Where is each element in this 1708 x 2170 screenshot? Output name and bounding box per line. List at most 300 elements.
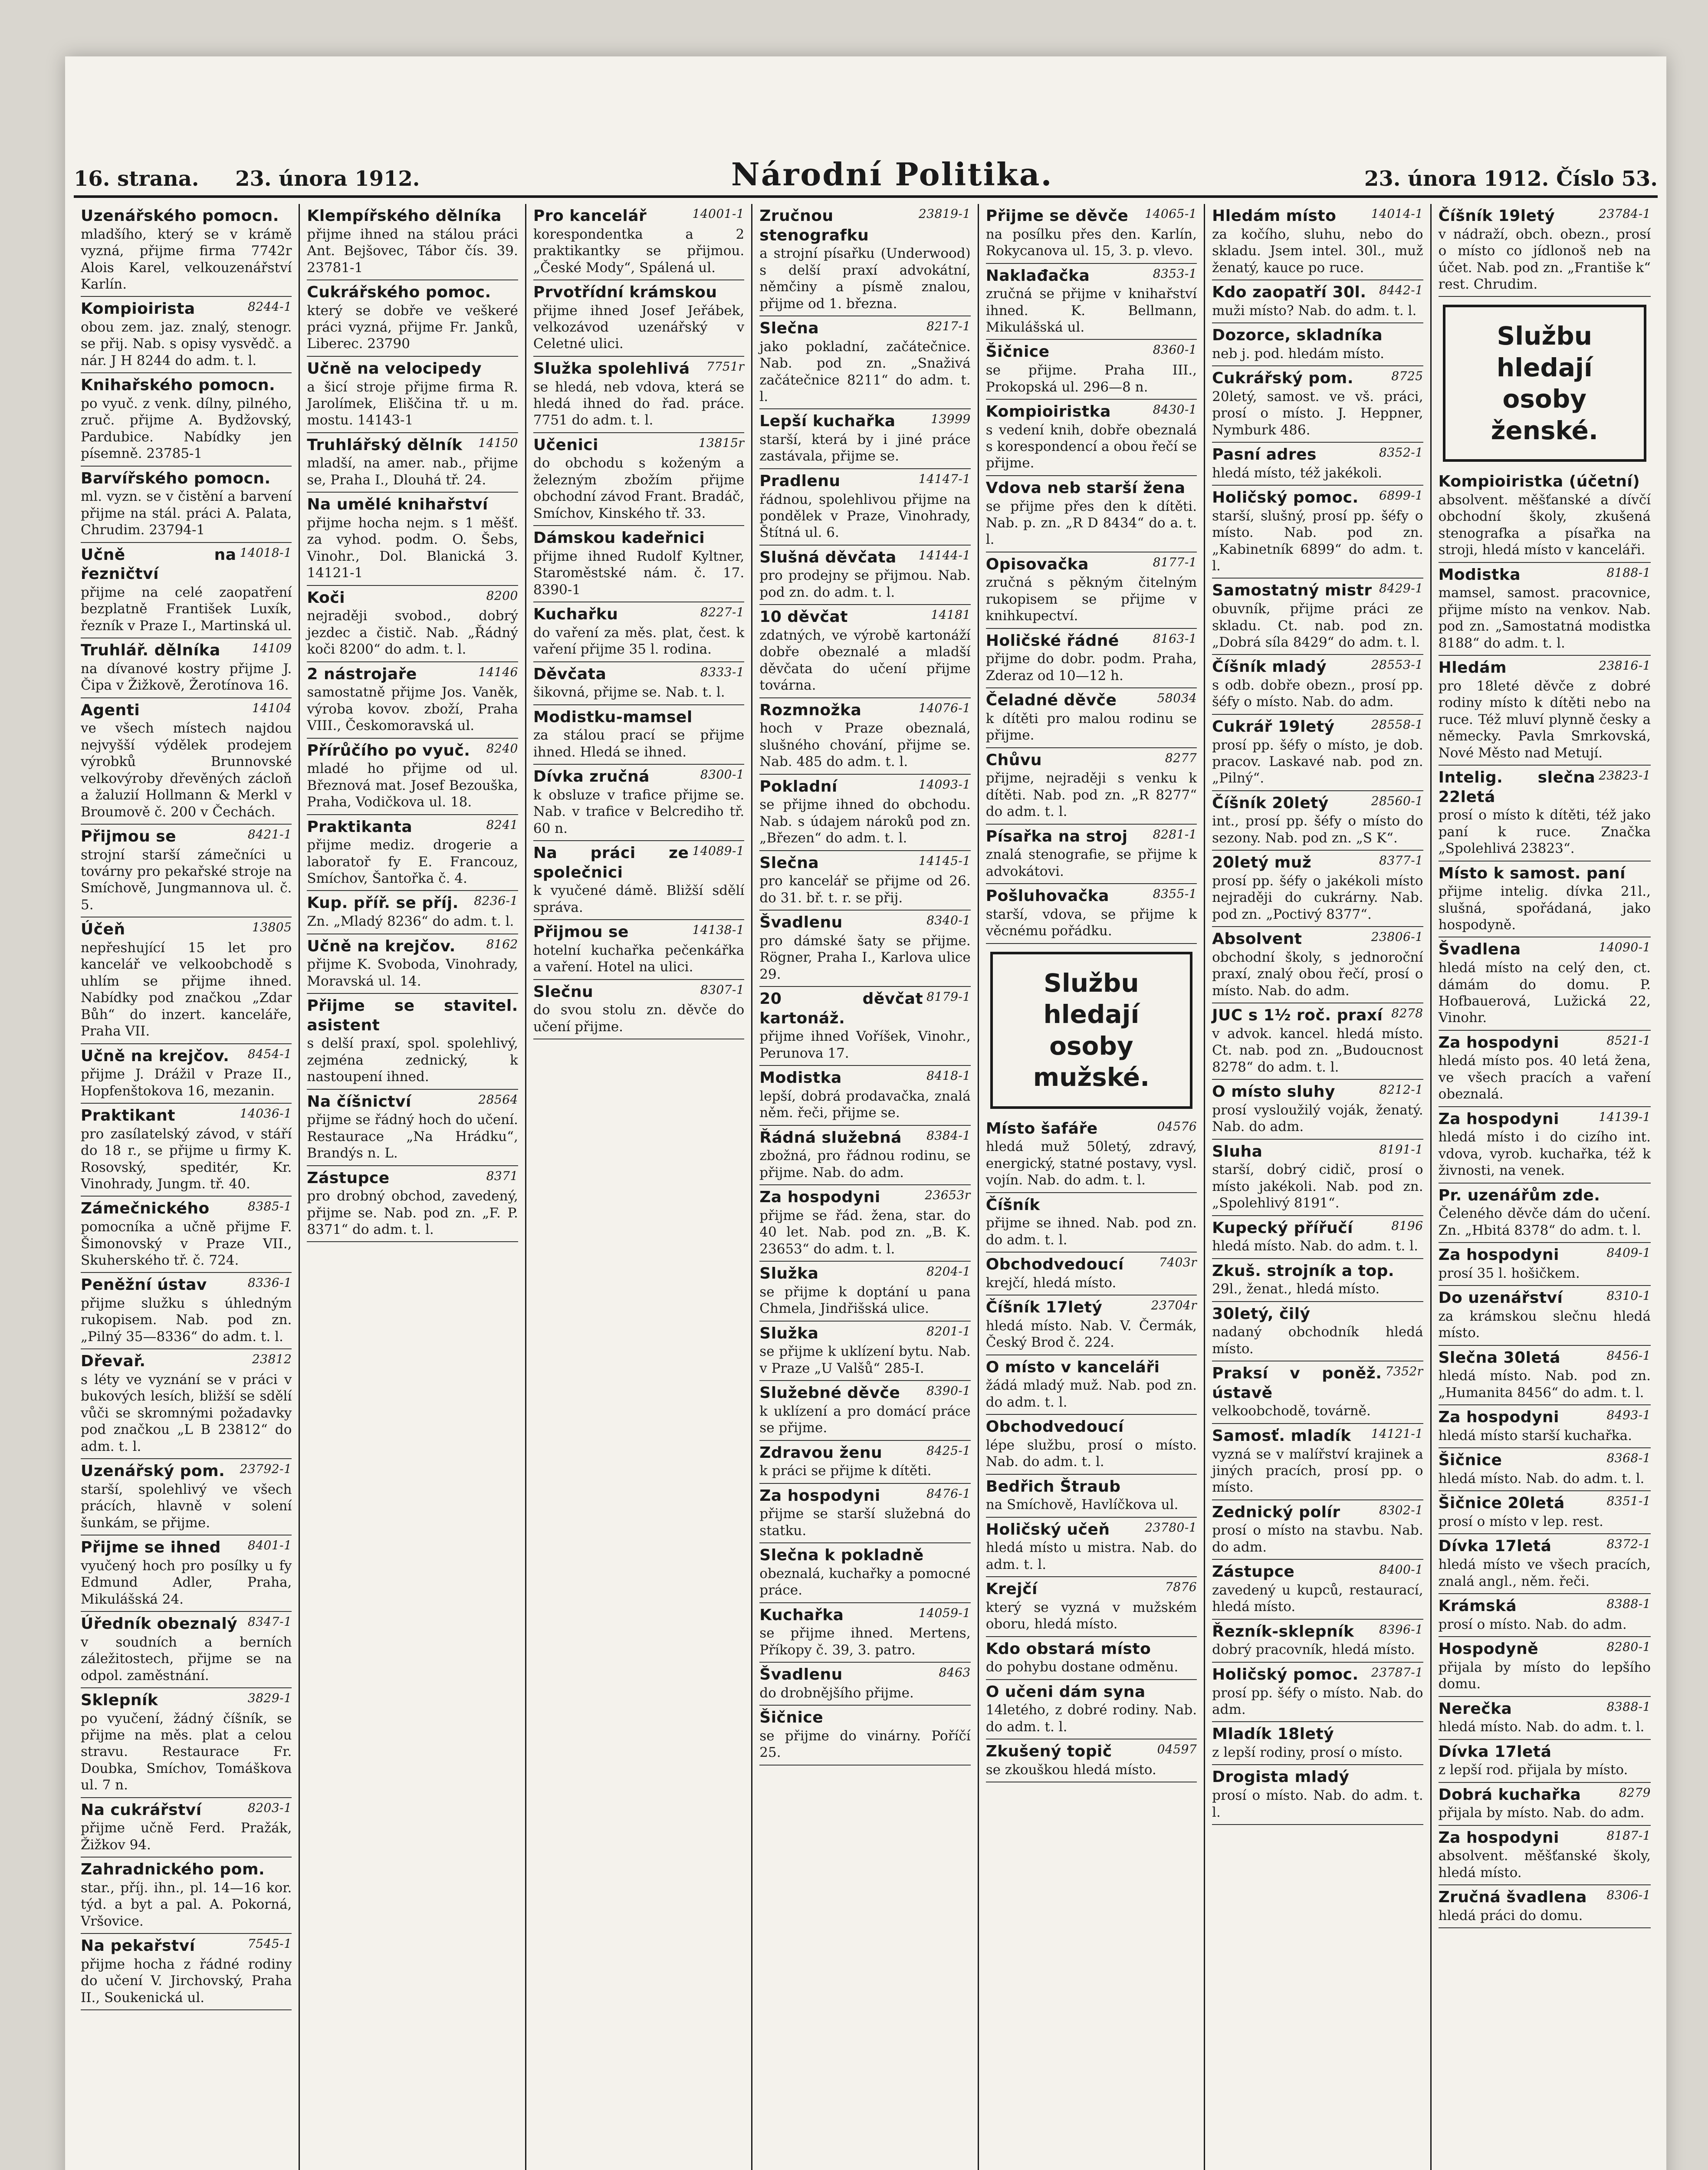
ad-reference-code: 8310-1 [1606, 1289, 1651, 1303]
ad-headline-text: Učně na krejčov. [307, 937, 456, 955]
classified-ad [81, 1535, 292, 1612]
classified-ad [1212, 579, 1423, 655]
ad-body: zručná se přijme v knihařství ihned. K. Bellmann, Mikulášská ul. [985, 286, 1197, 335]
ad-headline [307, 741, 518, 761]
ad-body: k dítěti pro malou rodinu se přijme. [985, 710, 1197, 743]
ad-headline [1212, 1665, 1423, 1685]
ad-body: který se vyzná v mužském oboru, hledá místo. [985, 1599, 1197, 1632]
ad-reference-code: 8390-1 [926, 1384, 971, 1398]
ad-reference-code: 8300-1 [700, 767, 745, 782]
ad-headline-text: Slečnu [533, 983, 594, 1001]
ad-headline [1439, 1348, 1651, 1368]
ad-headline-text: 20 děvčat kartonáž. [759, 990, 923, 1027]
ad-reference-code: 8377-1 [1379, 853, 1423, 868]
ad-reference-code: 7352r [1385, 1364, 1423, 1379]
ad-headline [759, 207, 970, 245]
ad-body: prosí o místo. Nab. do adm. t. l. [1212, 1788, 1423, 1820]
ad-headline [759, 1486, 970, 1506]
ad-reference-code: 8418-1 [926, 1069, 971, 1083]
ad-reference-code: 8372-1 [1606, 1537, 1651, 1552]
ad-body: hoch v Praze obeznalá, slušného chování, přijme se. Nab. 485 do adm. t. l. [759, 720, 971, 770]
ad-headline-text: Klempířského dělníka [307, 207, 502, 225]
ad-body: s delší praxí, spol. spolehlivý, zejména zednický, k nastoupení ihned. [307, 1036, 518, 1085]
ad-reference-code: 8493-1 [1606, 1408, 1651, 1423]
ad-body: po vyuč. z venk. dílny, pilného, zruč. přijme A. Bydžovský, Pardubice. Nabídky jen písemně. 23785-1 [81, 395, 292, 462]
ad-headline [986, 1298, 1197, 1318]
ad-reference-code: 8302-1 [1379, 1503, 1423, 1517]
classified-ad [1439, 563, 1651, 656]
ad-body: přijme hocha z řádné rodiny do učení V. Jirchovský, Praha II., Soukenická ul. [81, 1956, 292, 2006]
ad-headline-text: Za hospodyni [759, 1188, 880, 1207]
ad-headline-text: Slečna 30letá [1438, 1348, 1560, 1367]
ad-headline [986, 1580, 1197, 1599]
ad-headline [759, 1384, 970, 1403]
ad-headline-text: Za hospodyni [1438, 1110, 1559, 1128]
ad-headline-text: Místo k samost. paní [1438, 864, 1626, 882]
classified-ad [81, 917, 292, 1044]
ad-headline [1439, 768, 1651, 807]
ad-headline [81, 1801, 292, 1820]
ad-body: neb j. pod. hledám místo. [1212, 345, 1384, 362]
section-heading: Službu hledají osoby mužské. [990, 952, 1192, 1109]
ad-body: na posílku přes den. Karlín, Rokycanova ul. 15, 3. p. vlevo. [985, 226, 1197, 259]
classified-ad [1439, 937, 1651, 1030]
ad-headline [1439, 1246, 1651, 1265]
ad-headline [986, 342, 1197, 362]
ad-reference-code: 8430-1 [1153, 402, 1197, 417]
ad-body: korespondentka a 2 praktikantky se přijmou. „České Mody“, Spálená ul. [533, 226, 745, 276]
ad-headline [81, 701, 292, 720]
classified-ad [81, 698, 292, 825]
ad-body: přijme na celé zaopatření bezplatně František Luxík, řezník v Praze I., Martinská ul. [81, 584, 292, 634]
ad-headline-text: Na umělé knihařství [307, 496, 488, 514]
ad-headline-text: 30letý, čilý [1212, 1305, 1311, 1323]
ad-headline-text: Přijmou se [533, 923, 629, 941]
ad-reference-code: 8306-1 [1606, 1888, 1651, 1903]
ad-body: nadaný obchodník hledá místo. [1212, 1324, 1423, 1357]
ad-headline-text: Za hospodyni [1438, 1033, 1559, 1052]
ad-headline-text: Slečna k pokladně [759, 1546, 924, 1565]
ad-body: absolvent. měšťanské školy, hledá místo. [1438, 1848, 1651, 1881]
classified-ad [986, 884, 1197, 944]
ad-headline [986, 1196, 1197, 1215]
ad-headline-text: Hledám [1438, 659, 1507, 677]
ad-headline [1439, 1408, 1651, 1427]
ad-headline-text: Holičské řádné [985, 631, 1119, 650]
classified-ad [81, 1688, 292, 1798]
ad-headline [1439, 1828, 1651, 1848]
ad-reference-code: 6899-1 [1379, 488, 1423, 503]
ad-headline [759, 412, 970, 431]
ad-headline [1212, 1219, 1423, 1238]
classified-ad [1212, 655, 1423, 715]
ad-headline [1212, 1142, 1423, 1162]
ad-reference-code: 8409-1 [1606, 1246, 1651, 1260]
ad-reference-code: 23792-1 [240, 1462, 292, 1476]
ad-reference-code: 8396-1 [1379, 1622, 1423, 1637]
ad-headline [81, 641, 292, 661]
ad-body: hledá místo ve všech pracích, znalá angl., něm. řeči. [1438, 1557, 1651, 1589]
classified-ad [1439, 1184, 1651, 1243]
ad-body: pro 18leté děvče z dobré rodiny místo k dítěti nebo na ruce. Též mluví plynně česky a německy. Pavla Smrkovská, Nové Město nad Metují. [1438, 678, 1651, 761]
classified-ad [1212, 1216, 1423, 1259]
classified-ad [759, 1663, 970, 1706]
ad-headline-text: Slečna [759, 854, 819, 872]
ad-headline-text: Holičský pomoc. [1212, 1665, 1359, 1683]
classified-ad [307, 934, 518, 994]
ad-reference-code: 8191-1 [1379, 1142, 1423, 1157]
ad-headline-text: Naklađačka [985, 266, 1090, 285]
ad-headline-text: Dozorce, skladníka [1212, 326, 1383, 344]
classified-ad [1212, 486, 1423, 579]
ad-headline [986, 207, 1197, 226]
ad-reference-code: 8454-1 [247, 1046, 292, 1061]
ad-body: do vaření za měs. plat, čest. k vaření přijme 35 l. rodina. [533, 625, 745, 658]
ad-headline-text: Zástupce [1212, 1563, 1295, 1581]
ad-reference-code: 8401-1 [247, 1538, 292, 1553]
ad-body: prosí o místo v lep. rest. [1438, 1514, 1603, 1529]
ad-headline [759, 1069, 970, 1088]
classified-ad [1212, 1500, 1423, 1560]
ad-headline-text: Praktikant [81, 1107, 175, 1125]
ad-reference-code: 8227-1 [700, 605, 745, 620]
ad-headline [307, 436, 518, 455]
ad-headline [986, 1417, 1197, 1437]
ad-headline-text: Cukrář 19letý [1212, 717, 1335, 736]
ad-headline-text: Opisovačka [985, 555, 1089, 573]
ad-headline [1212, 1768, 1423, 1787]
ad-reference-code: 23787-1 [1371, 1665, 1423, 1680]
ad-body: přijala by místo. Nab. do adm. [1438, 1805, 1645, 1821]
ad-body: k uklízení a pro domácí práce se přijme. [759, 1403, 971, 1436]
classified-ad [1439, 1783, 1651, 1826]
ad-body: hledá místo. Nab. do adm. t. l. [1212, 1238, 1418, 1254]
classified-ad [759, 775, 970, 851]
ad-headline [533, 436, 744, 455]
ad-reference-code: 23819-1 [918, 207, 971, 221]
ad-body: hledá místo, též jakékoli. [1212, 465, 1382, 481]
ad-headline [1212, 1364, 1423, 1403]
ad-headline-text: Kdo zaopatří 30l. [1212, 283, 1366, 301]
ad-headline-text: Služebné děvče [759, 1384, 900, 1402]
ad-body: prosí o místo. Nab. do adm. [1438, 1616, 1627, 1632]
ad-headline-text: Bedřich Štraub [985, 1477, 1121, 1496]
ad-headline [81, 1614, 292, 1634]
ad-headline [81, 546, 292, 584]
ad-headline [1212, 1562, 1423, 1582]
ad-reference-code: 23653r [925, 1188, 971, 1203]
classified-ad [81, 1197, 292, 1273]
ad-reference-code: 8217-1 [926, 319, 971, 333]
classified-ad [307, 891, 518, 934]
ad-headline [759, 701, 970, 720]
ad-headline-text: Za hospodyni [1438, 1246, 1559, 1264]
ad-headline [1212, 930, 1423, 949]
ad-headline [759, 1708, 970, 1728]
ad-body: nepřeshující 15 let pro kancelář ve velkoobchodě s uhlím se přijme ihned. Nabídky pod značkou „Zdar Bůh“ do inzert. kanceláře, Praha VII. [81, 940, 292, 1039]
ad-headline [759, 319, 970, 339]
ad-body: zručná s pěkným čitelným rukopisem se přijme v knihkupectví. [985, 575, 1197, 624]
classified-ad [1439, 1405, 1651, 1448]
ad-headline [81, 376, 292, 395]
classified-ad [81, 1612, 292, 1688]
ad-body: obeznalá, kuchařky a pomocné práce. [759, 1565, 971, 1598]
ad-body: se přijme k uklízení bytu. Nab. v Praze „U Valšů“ 285-I. [759, 1344, 971, 1376]
classified-ad [986, 1637, 1197, 1680]
ad-headline [1439, 1033, 1651, 1053]
ad-body: a strojní písařku (Underwood) s delší praxí advokátní, němčiny a písmě znalou, přijme od 1. března. [759, 246, 971, 312]
ad-body: hledá místo pos. 40 letá žena, ve všech pracích a vaření obeznalá. [1438, 1053, 1651, 1102]
classified-ad [307, 586, 518, 662]
ad-headline [1439, 1186, 1651, 1206]
ad-body: hledá muž 50letý, zdravý, energický, statné postavy, vysl. vojín. Nab. do adm. t. l. [985, 1139, 1197, 1188]
ad-headline [307, 495, 518, 515]
classified-ad [533, 662, 744, 705]
ad-body: se přijme k doptání u pana Chmela, Jindřišská ulice. [759, 1284, 971, 1317]
ad-headline-text: O učeni dám syna [985, 1683, 1146, 1701]
classified-ad [307, 493, 518, 585]
classified-ad [1212, 1361, 1423, 1424]
classified-ad [986, 400, 1197, 476]
ad-headline-text: Čeladné děvče [985, 691, 1117, 710]
ad-headline-text: Samosť. mladík [1212, 1427, 1351, 1445]
ad-headline-text: Dívka 17letá [1438, 1743, 1552, 1761]
ad-reference-code: 8355-1 [1153, 887, 1197, 901]
ad-body: obou zem. jaz. znalý, stenogr. se přij. Nab. s opisy vysvědč. a nár. J H 8244 do adm. t. l. [81, 319, 292, 368]
ad-reference-code: 13815r [698, 435, 745, 450]
classified-ad [307, 739, 518, 815]
ad-body: prosí o místo k dítěti, též jako paní k ruce. Značka „Spolehlivá 23823“. [1438, 807, 1651, 857]
ad-reference-code: 14150 [478, 435, 518, 450]
ad-body: k práci se přijme k dítěti. [759, 1463, 932, 1479]
classified-ad [533, 980, 744, 1040]
ad-body: prosí pp. šéfy o místo. Nab. do adm. [1212, 1685, 1423, 1717]
classified-ad [307, 1090, 518, 1166]
classified-ad [307, 433, 518, 493]
ad-headline [307, 283, 518, 302]
ad-body: pro dámské šaty se přijme. Rögner, Praha I., Karlova ulice 29. [759, 933, 971, 982]
ad-headline [759, 548, 970, 568]
classified-ad [1212, 1080, 1423, 1140]
ad-body: do pohybu dostane odměnu. [985, 1659, 1179, 1675]
ad-headline [986, 402, 1197, 422]
ad-body: starší, dobrý cidič, prosí o místo jakékoli. Nab. pod zn. „Spolehlivý 8191“. [1212, 1162, 1423, 1211]
ad-headline-text: Pasní adres [1212, 446, 1317, 464]
ad-reference-code: 8429-1 [1379, 581, 1423, 596]
ad-body: přijme ihned Rudolf Kyltner, Staroměstské nám. č. 17. 8390-1 [533, 548, 745, 598]
ad-headline-text: Švadlenu [759, 914, 843, 932]
ad-headline-text: Obchodvedoucí [985, 1418, 1124, 1436]
ad-body: po vyučení, žádný číšník, se přijme na měs. plat a celou stravu. Restaurace Fr. Doubka, Smíchov, Tomáškova ul. 7 n. [81, 1710, 292, 1793]
classified-ad [1212, 851, 1423, 927]
ad-headline [307, 589, 518, 608]
ad-body: do drobnějšího přijme. [759, 1685, 914, 1701]
ad-headline [533, 708, 744, 727]
ad-reference-code: 23816-1 [1599, 658, 1651, 673]
ad-headline-text: Číšník mladý [1212, 658, 1327, 676]
ad-body: vyučený hoch pro posílky u fy Edmund Adler, Praha, Mikulášská 24. [81, 1558, 292, 1607]
ad-reference-code: 8241 [486, 817, 518, 832]
ad-reference-code: 58034 [1157, 691, 1197, 706]
ad-body: starší, slušný, prosí pp. šéfy o místo. Nab. pod zn. „Kabinetník 6899“ do adm. t. l. [1212, 508, 1423, 574]
ad-body: se přijme ihned. Mertens, Příkopy č. 39, 3. patro. [759, 1625, 971, 1658]
ad-reference-code: 14018-1 [240, 545, 292, 560]
classified-ad [533, 433, 744, 526]
ad-body: který se dobře ve veškeré práci vyzná, přijme Fr. Janků, Liberec. 23790 [307, 302, 518, 352]
ad-headline-text: Přijmou se [81, 827, 177, 845]
ad-body: se přijme přes den k dítěti. Nab. p. zn. „R D 8434“ do a. t. l. [985, 498, 1197, 548]
ad-reference-code: 8333-1 [700, 664, 745, 679]
ad-body: mladšího, který se v krámě vyzná, přijme firma 7742r Alois Karel, velkouzenářství Karlín. [81, 226, 292, 292]
ad-headline-text: Pr. uzenářům zde. [1438, 1186, 1600, 1204]
ad-reference-code: 8278 [1391, 1006, 1423, 1021]
ad-headline-text: Zednický polír [1212, 1503, 1340, 1521]
classified-ad [1212, 791, 1423, 851]
ad-headline-text: Modistku-mamsel [533, 708, 693, 726]
ad-body: šikovná, přijme se. Nab. t. l. [533, 684, 725, 700]
ad-headline-text: Kdo obstará místo [985, 1640, 1151, 1658]
ad-headline-text: Lepší kuchařka [759, 412, 896, 431]
classified-ad [1212, 715, 1423, 791]
ad-headline-text: Obchodvedoucí [985, 1256, 1124, 1274]
ad-headline [1439, 566, 1651, 585]
classified-ad [533, 602, 744, 662]
ad-headline [533, 207, 744, 226]
ad-headline-text: Dobrá kuchařka [1438, 1785, 1581, 1804]
ad-headline [81, 1276, 292, 1295]
ad-reference-code: 23823-1 [1599, 768, 1651, 783]
ad-body: obchodní školy, s jednoroční praxí, znalý obou řečí, prosí o místo. Nab. do adm. [1212, 949, 1423, 999]
ad-headline [986, 1640, 1197, 1659]
classified-ad [759, 316, 970, 409]
ad-reference-code: 04597 [1157, 1742, 1197, 1757]
ad-reference-code: 14036-1 [240, 1106, 292, 1121]
classified-ad [1439, 1594, 1651, 1637]
ad-headline-text: Pošluhovačka [985, 887, 1109, 905]
ad-headline-text: Prvotřídní krámskou [533, 283, 717, 301]
ad-reference-code: 13999 [931, 412, 971, 427]
classified-ad [307, 815, 518, 891]
ad-body: se zkouškou hledá místo. [985, 1762, 1156, 1778]
classified-ad [759, 409, 970, 469]
ad-body: přijme služku s úhledným rukopisem. Nab. pod zn. „Pilný 35—8336“ do adm. t. l. [81, 1295, 292, 1345]
ad-headline [759, 472, 970, 491]
classified-ad [1439, 1243, 1651, 1286]
ad-headline-text: Děvčata [533, 665, 607, 683]
ad-body: v soudních a berních záležitostech, přijme se na odpol. zaměstnání. [81, 1634, 292, 1683]
ad-headline-text: Účeň [81, 921, 125, 939]
ad-headline-text: Krámská [1438, 1597, 1517, 1615]
ad-headline-text: Na pekařství [81, 1937, 195, 1955]
ad-body: hotelní kuchařka pečenkářka a vaření. Hotel na ulici. [533, 942, 745, 975]
ad-reference-code: 04576 [1157, 1119, 1197, 1134]
ad-reference-code: 7876 [1165, 1580, 1197, 1595]
ad-headline-text: Přijme se ihned [81, 1539, 221, 1557]
masthead [74, 156, 1658, 198]
ad-headline-text: Pokladní [759, 777, 838, 796]
ad-headline-text: Kuchařku [533, 605, 618, 624]
ad-body: hledá místo i do cizího int. vdova, vyrob. kuchařka, též k živnosti, na venek. [1438, 1129, 1651, 1179]
classified-ad [81, 373, 292, 466]
ad-body: s odb. dobře obezn., prosí pp. šéfy o místo. Nab. do adm. [1212, 677, 1423, 710]
ad-headline [81, 469, 292, 489]
ad-reference-code: 8162 [486, 937, 518, 951]
classified-ad [986, 1193, 1197, 1253]
ad-body: do svou stolu zn. děvče do učení přijme. [533, 1002, 745, 1035]
ad-headline [1212, 1622, 1423, 1642]
ad-headline-text: Šičnice [1438, 1451, 1502, 1470]
classified-ad [533, 765, 744, 841]
classified-ad [1439, 1637, 1651, 1697]
ad-headline-text: Přijme se děvče [985, 207, 1129, 225]
section-heading: Službu hledají osoby ženské. [1443, 305, 1646, 462]
ad-reference-code: 14076-1 [918, 700, 971, 715]
ad-headline [986, 887, 1197, 906]
ad-reference-code: 8340-1 [926, 913, 971, 928]
ad-headline [81, 1538, 292, 1558]
ad-body: s vedení knih, dobře obeznalá s korespondencí a obou řečí se přijme. [985, 422, 1197, 471]
ad-headline [307, 1092, 518, 1112]
ad-reference-code: 14090-1 [1599, 940, 1651, 955]
classified-ad [759, 1706, 970, 1766]
ad-body: pro kancelář se přijme od 26. do 31. bř. t. r. se přij. [759, 873, 971, 906]
ad-reference-code: 13805 [252, 920, 292, 935]
classified-ad [81, 1798, 292, 1858]
ad-headline [81, 1937, 292, 1956]
classified-ad [307, 994, 518, 1090]
ad-body: starší, spolehlivý ve všech prácích, hlavně v solení šunkám, se přijme. [81, 1481, 292, 1531]
ad-reference-code: 8179-1 [926, 990, 971, 1004]
ad-reference-code: 14139-1 [1599, 1109, 1651, 1124]
ad-headline-text: O místo v kanceláři [985, 1358, 1160, 1376]
ad-headline [307, 818, 518, 837]
ad-headline [1439, 1289, 1651, 1308]
ad-headline [1212, 1427, 1423, 1446]
ad-body: znalá stenografie, se přijme k advokátovi. [985, 847, 1197, 879]
ad-headline [1212, 853, 1423, 873]
ad-reference-code: 8240 [486, 741, 518, 756]
ad-headline [759, 854, 970, 873]
ad-headline-text: Zkušený topič [985, 1743, 1112, 1761]
ad-body: hledá místo. Nab. V. Čermák, Český Brod č. 224. [985, 1318, 1197, 1351]
ad-headline [307, 207, 518, 226]
ad-headline-text: Absolvent [1212, 930, 1302, 948]
ad-headline-text: Mladík 18letý [1212, 1725, 1334, 1743]
classified-ad [986, 1117, 1197, 1193]
classified-ad [759, 1484, 970, 1544]
ad-headline [759, 1606, 970, 1625]
ad-reference-code: 28558-1 [1371, 717, 1423, 732]
classified-ad [533, 204, 744, 280]
classified-ad [986, 1577, 1197, 1637]
ad-body: z lepší rod. přijala by místo. [1438, 1762, 1628, 1778]
classified-ad [1439, 1491, 1651, 1534]
ad-reference-code: 14109 [252, 641, 292, 656]
ad-headline [533, 605, 744, 625]
ad-body: obuvník, přijme práci ze skladu. Ct. nab. pod zn. „Dobrá síla 8429“ do adm. t. l. [1212, 601, 1423, 650]
ad-body: hledá práci do domu. [1438, 1907, 1583, 1923]
ad-headline-text: Hospodyně [1438, 1640, 1539, 1658]
ad-headline-text: Pradlenu [759, 472, 841, 490]
ad-body: absolvent. měšťanské a dívčí obchodní školy, zkušená stenografka a písařka na stroji, hledá místo v kanceláři. [1438, 492, 1651, 558]
ad-body: přijme ihned Josef Jeřábek, velkozávod uzenářský v Celetné ulici. [533, 302, 745, 352]
ad-headline-text: Kompioiristka (účetní) [1438, 473, 1640, 491]
ad-headline [1212, 207, 1423, 226]
ad-body: žádá mladý muž. Nab. pod zn. do adm. t. l. [985, 1378, 1197, 1410]
column-1 [74, 204, 300, 2170]
ad-headline-text: Písařka na stroj [985, 827, 1128, 845]
ad-body: přijme J. Drážil v Praze II., Hopfenštokova 16, mezanin. [81, 1066, 292, 1099]
